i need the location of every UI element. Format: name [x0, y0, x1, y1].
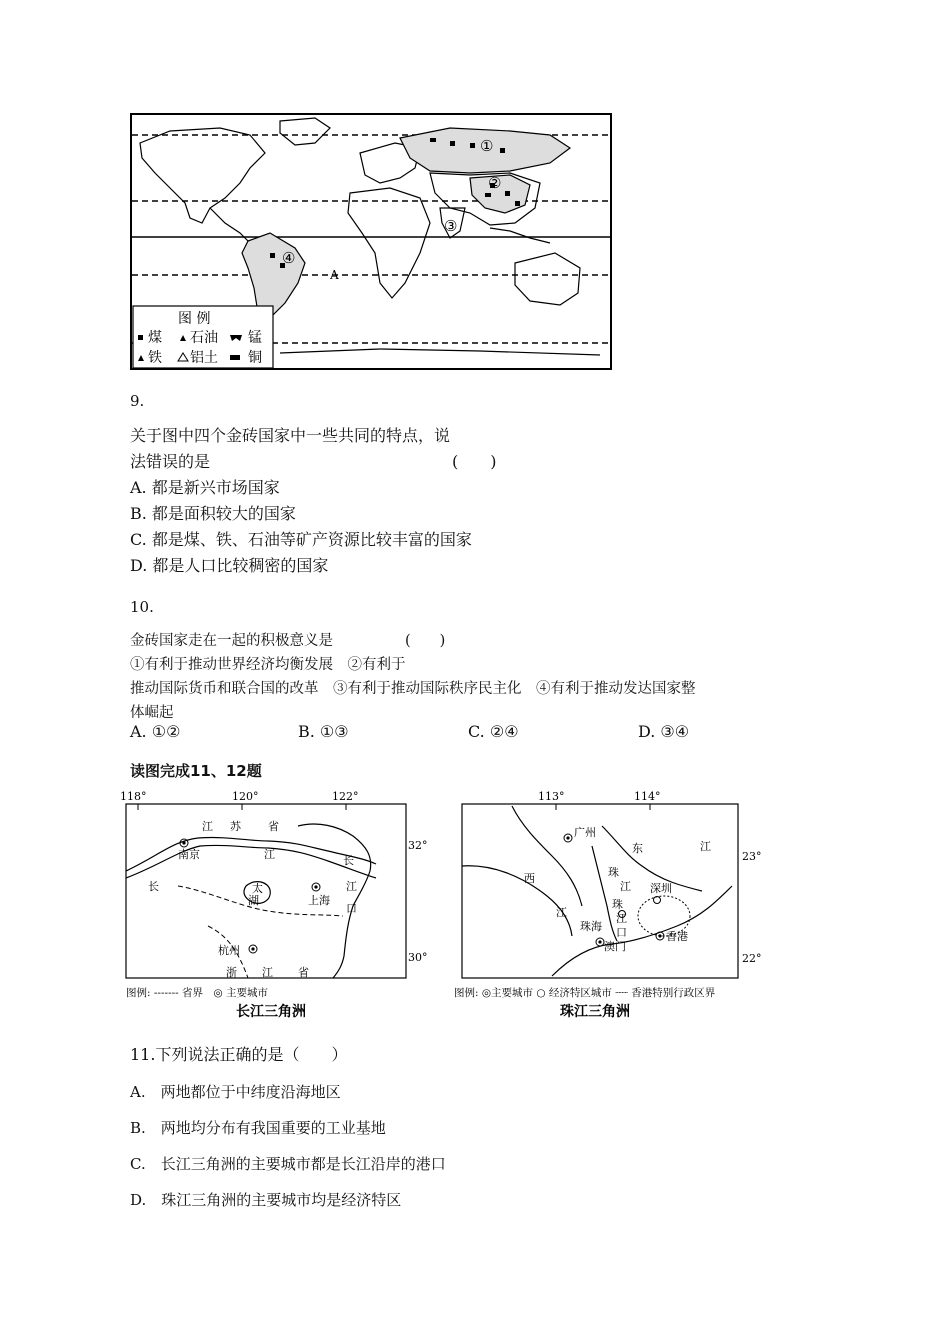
pr-caption: 珠江三角洲 — [560, 1004, 630, 1020]
world-map-figure — [130, 113, 612, 370]
legend-manganese: 锰 — [248, 330, 262, 346]
pr-kou: 口 — [616, 926, 627, 939]
yz-zhe: 浙 — [226, 966, 237, 979]
yz-tai: 太 — [252, 882, 263, 895]
yz-jiang-4: 江 — [262, 966, 273, 979]
pr-legend: 图例: ◎主要城市 ○ 经济特区城市 ┈┈ 香港特别行政区界 — [454, 987, 716, 999]
yz-caption: 长江三角洲 — [236, 1004, 306, 1020]
pr-tick-22: 22° — [742, 952, 762, 965]
yz-hangzhou: 杭州 — [218, 944, 240, 957]
yz-tick-32: 32° — [408, 839, 428, 852]
q9-option-c: C. 都是煤、铁、石油等矿产资源比较丰富的国家 — [130, 530, 472, 549]
pr-guangzhou: 广州 — [574, 826, 596, 839]
pr-zhuhai: 珠海 — [580, 920, 602, 933]
yz-tick-122: 122° — [332, 790, 359, 803]
legend-iron: 铁 — [148, 350, 162, 366]
q10-option-a: A. ①② — [130, 722, 181, 741]
yz-su: 苏 — [230, 820, 241, 833]
label-3: ③ — [444, 217, 458, 235]
pearl-delta-map — [452, 786, 792, 1026]
q10-number: 10. — [130, 598, 154, 616]
q9-stem-line1: 关于图中四个金砖国家中一些共同的特点，说 — [130, 426, 451, 445]
pr-zhu-1: 珠 — [608, 866, 619, 879]
yz-tick-30: 30° — [408, 951, 428, 964]
pearl-delta-figure — [452, 786, 792, 1026]
legend-bauxite: 铝土 — [190, 350, 218, 366]
pr-hongkong: 香港 — [666, 930, 688, 943]
yangtze-delta-figure — [118, 786, 438, 1026]
pr-tick-23: 23° — [742, 850, 762, 863]
q11-stem: 11.下列说法正确的是（ ） — [130, 1045, 348, 1064]
q9-option-a: A. 都是新兴市场国家 — [130, 478, 280, 497]
label-1: ① — [480, 137, 494, 155]
yz-jiang-2: 江 — [264, 848, 275, 861]
yz-legend: 图例: ------- 省界 ◎ 主要城市 — [126, 987, 269, 999]
pr-jiang-3: 江 — [556, 906, 567, 919]
pr-jiang-4: 江 — [616, 912, 627, 925]
yz-chang-2: 长 — [148, 880, 159, 893]
q10-line2: ①有利于推动世界经济均衡发展 ②有利于 — [130, 657, 406, 673]
legend-oil: 石油 — [190, 330, 218, 346]
yz-chang-1: 长 — [343, 854, 354, 867]
q10-stem-line1: 金砖国家走在一起的积极意义是 — [130, 633, 333, 649]
yz-sheng-2: 省 — [298, 966, 309, 979]
label-2: ② — [488, 174, 502, 192]
q11-option-d: D. 珠江三角洲的主要城市均是经济特区 — [130, 1191, 402, 1209]
world-map — [130, 113, 612, 370]
q11-option-b: B. 两地均分布有我国重要的工业基地 — [130, 1119, 386, 1137]
q9-number: 9. — [130, 392, 145, 410]
yz-nanjing: 南京 — [178, 848, 200, 861]
pr-tick-114: 114° — [634, 790, 661, 803]
pr-tick-113: 113° — [538, 790, 565, 803]
label-a: A — [330, 268, 339, 282]
yz-sheng-1: 省 — [268, 820, 279, 833]
q9-answer-paren: ( ) — [452, 452, 497, 471]
q10-line3: 推动国际货币和联合国的改革 ③有利于推动国际秩序民主化 ④有利于推动发达国家整 — [130, 681, 696, 697]
pr-jiang-2: 江 — [620, 880, 631, 893]
legend-copper: 铜 — [248, 350, 262, 366]
pr-xi: 西 — [524, 872, 535, 885]
q10-option-d: D. ③④ — [638, 722, 690, 741]
pr-dong: 东 — [632, 842, 643, 855]
q10-answer-paren: ( ) — [405, 633, 446, 649]
yz-shanghai: 上海 — [308, 894, 330, 907]
yz-jiang-3: 江 — [346, 880, 357, 893]
q10-option-b: B. ①③ — [298, 722, 349, 741]
yz-jiang-1: 江 — [202, 820, 213, 833]
q11-option-a: A. 两地都位于中纬度沿海地区 — [130, 1083, 341, 1101]
q9-stem-line2: 法错误的是 — [130, 452, 211, 471]
q10-option-c: C. ②④ — [468, 722, 519, 741]
q11-option-c: C. 长江三角洲的主要城市都是长江沿岸的港口 — [130, 1155, 446, 1173]
section-title: 读图完成11、12题 — [130, 762, 262, 780]
pr-jiang-1: 江 — [700, 840, 711, 853]
yangtze-delta-map — [118, 786, 438, 1026]
legend-coal: 煤 — [148, 330, 162, 346]
yz-kou: 口 — [346, 902, 357, 915]
yz-tick-118: 118° — [120, 790, 147, 803]
yz-hu: 湖 — [248, 894, 259, 907]
pr-macau: 澳门 — [604, 940, 626, 953]
pr-zhu-2: 珠 — [612, 898, 623, 911]
q9-option-b: B. 都是面积较大的国家 — [130, 504, 296, 523]
pr-shenzhen: 深圳 — [650, 882, 672, 895]
yz-tick-120: 120° — [232, 790, 259, 803]
label-4: ④ — [282, 249, 296, 267]
legend-title: 图 例 — [178, 311, 211, 327]
q9-option-d: D. 都是人口比较稠密的国家 — [130, 556, 329, 575]
q10-line4: 体崛起 — [130, 705, 174, 721]
